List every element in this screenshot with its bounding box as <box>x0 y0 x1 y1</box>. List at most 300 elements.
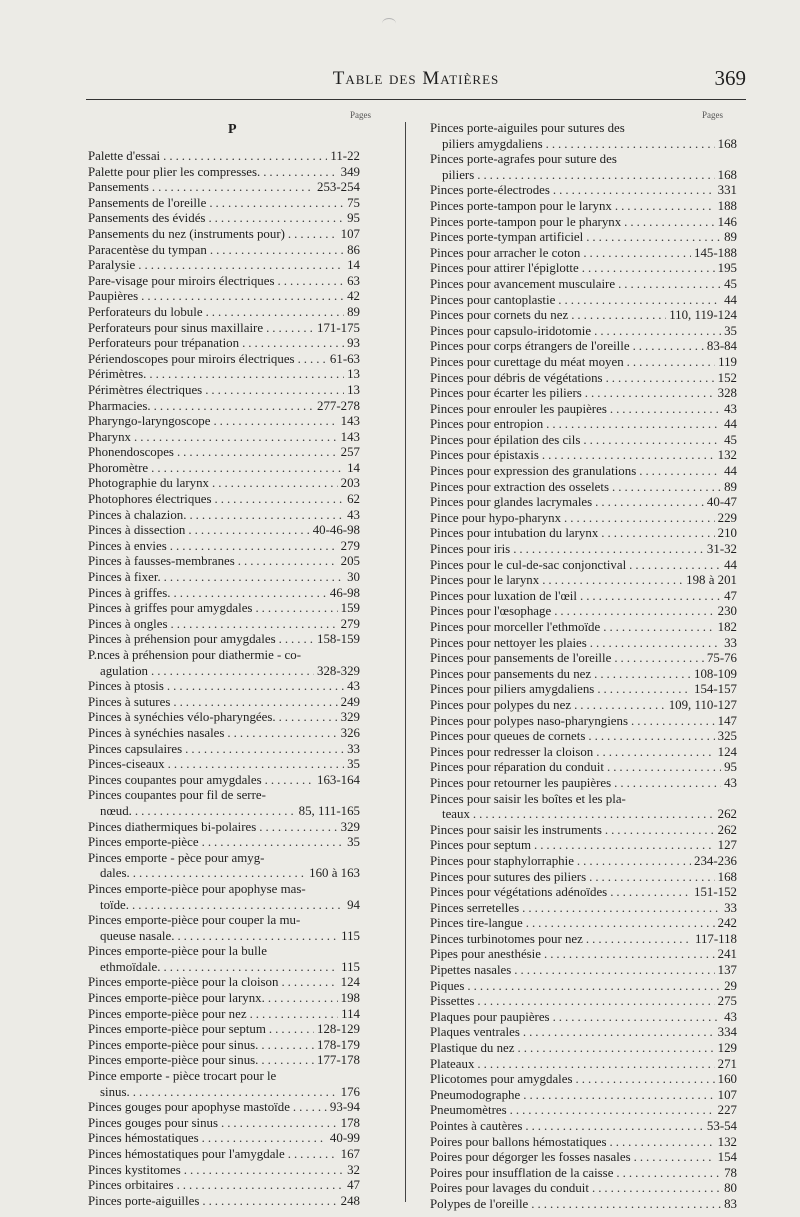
index-entry-page: 75-76 <box>706 651 737 666</box>
dot-leader <box>583 246 691 262</box>
index-entry <box>430 1197 737 1213</box>
index-entry-line <box>88 742 360 758</box>
index-entry-page: 329 <box>340 710 360 725</box>
index-entry <box>430 324 737 340</box>
dot-leader <box>170 539 338 555</box>
index-entry-line <box>88 1116 360 1132</box>
index-entry-text: Pinces à synéchies vélo-pharyngées. <box>88 710 276 725</box>
index-entry-text: Pinces kystitomes <box>88 1162 181 1177</box>
index-entry-line <box>88 1085 360 1101</box>
index-entry-page: 168 <box>717 869 737 884</box>
index-entry-line <box>88 414 360 430</box>
index-entry <box>88 1038 360 1054</box>
index-entry <box>430 1150 737 1166</box>
dot-leader <box>209 196 344 212</box>
index-entry-text: Pinces pour arracher le coton <box>430 245 581 260</box>
index-entry <box>430 448 737 464</box>
index-entry-page: 35 <box>347 835 360 850</box>
index-entry <box>88 695 360 711</box>
dot-leader <box>526 916 715 932</box>
index-entry-line <box>88 336 360 352</box>
index-entry-page: 115 <box>341 928 360 943</box>
index-entry <box>88 321 360 337</box>
index-entry-page: 89 <box>724 479 737 494</box>
index-entry-text: Pinces pour écarter les piliers <box>430 386 582 401</box>
index-entry-page: 167 <box>340 1147 360 1161</box>
index-entry <box>88 539 360 555</box>
index-entry-line <box>88 352 360 368</box>
index-entry-line <box>88 243 360 259</box>
index-entry <box>430 963 737 979</box>
index-entry-line <box>88 975 360 991</box>
index-entry <box>88 383 360 399</box>
index-entry-line <box>88 695 360 711</box>
index-entry <box>88 773 360 789</box>
index-entry-text: Plateaux <box>430 1056 475 1071</box>
page-number: 369 <box>714 66 746 90</box>
index-entry <box>430 230 737 246</box>
dot-leader <box>594 324 721 340</box>
index-entry-line <box>430 620 737 636</box>
index-entry <box>430 339 737 355</box>
index-entry-page: 45 <box>724 276 737 291</box>
index-entry <box>430 854 737 870</box>
index-entry-page: 117-118 <box>694 931 737 946</box>
dot-leader <box>597 682 691 698</box>
index-entry-page: 44 <box>724 292 737 307</box>
index-entry-text: Pare-visage pour miroirs électriques <box>88 273 275 288</box>
index-entry-page: 42 <box>347 289 360 304</box>
index-entry-text: Poires pour insufflation de la caisse <box>430 1165 614 1180</box>
index-entry-text: Pinces pour capsulo-iridotomie <box>430 323 592 338</box>
dot-leader <box>522 901 721 917</box>
index-entry-page: 11-22 <box>330 149 360 163</box>
dot-leader <box>188 523 309 539</box>
index-entry-line <box>88 554 360 570</box>
dot-leader <box>618 277 721 293</box>
index-entry <box>430 1181 737 1197</box>
dot-leader <box>574 698 666 714</box>
dot-leader <box>134 430 338 446</box>
index-entry <box>430 573 737 589</box>
index-entry-text: Pinces pour queues de cornets <box>430 729 586 744</box>
index-entry <box>88 476 360 492</box>
index-entry-text: Pinces à dissection <box>88 523 186 538</box>
index-entry-text: Pinces pour enrouler les paupières <box>430 401 607 416</box>
index-entry-line <box>88 508 360 524</box>
index-entry <box>430 651 737 667</box>
index-entry-text: dales. <box>100 866 130 881</box>
index-entry-page: 257 <box>340 445 360 460</box>
index-entry-line <box>430 589 737 605</box>
index-entry-line <box>88 383 360 399</box>
index-entry-text: Pinces emporte-pièce pour sinus. <box>88 1037 259 1052</box>
dot-leader <box>167 679 344 695</box>
dot-leader <box>133 866 306 882</box>
dot-leader <box>607 760 721 776</box>
index-entry-line <box>430 1119 737 1135</box>
index-entry <box>430 604 737 620</box>
index-entry-text: Perforateurs du lobule <box>88 304 203 319</box>
index-entry-line <box>88 149 360 165</box>
dot-leader <box>279 632 314 648</box>
index-entry <box>430 823 737 839</box>
index-entry-text: Pinces diathermiques bi-polaires <box>88 819 257 834</box>
index-entry-line <box>430 1150 737 1166</box>
index-entry-page: 35 <box>724 323 737 338</box>
page-header <box>86 60 746 100</box>
dot-leader <box>629 558 721 574</box>
index-entry-line <box>88 1022 360 1038</box>
index-entry-text: Pinces pour saisir les boîtes et les pla- <box>430 791 626 806</box>
dot-leader <box>173 695 337 711</box>
index-entry <box>430 386 737 402</box>
index-entry <box>88 742 360 758</box>
index-entry-line <box>430 308 737 324</box>
index-entry-text: Pissettes <box>430 994 475 1009</box>
index-entry <box>88 1194 360 1210</box>
index-entry-line <box>430 558 737 574</box>
index-entry-text: Pinces emporte-pièce pour la cloison <box>88 975 279 990</box>
index-entry-page: 14 <box>347 460 360 475</box>
index-entry-line <box>430 947 737 963</box>
index-entry-text: Paralysie <box>88 258 136 273</box>
dot-leader <box>592 1181 721 1197</box>
index-entry-line <box>88 274 360 290</box>
index-entry-line <box>88 570 360 586</box>
index-entry-text: Pneumomètres <box>430 1103 507 1118</box>
index-entry-line <box>430 495 737 511</box>
index-entry-page: 63 <box>347 273 360 288</box>
index-entry-line <box>430 448 737 464</box>
index-entry-page: 334 <box>717 1025 737 1040</box>
index-entry-line <box>430 183 737 199</box>
index-entry <box>430 495 737 511</box>
dot-leader <box>603 620 714 636</box>
index-entry-line <box>88 1053 360 1069</box>
index-entry-page: 154 <box>717 1150 737 1165</box>
index-entry-text: Photophores électriques <box>88 492 212 507</box>
index-entry-page: 331 <box>717 183 737 198</box>
index-entry-page: 158-159 <box>317 632 360 647</box>
index-entry-line <box>430 137 737 153</box>
index-entry-page: 107 <box>717 1087 737 1102</box>
dot-leader <box>585 386 715 402</box>
index-entry <box>430 558 737 574</box>
index-entry-text: Pince pour hypo-pharynx <box>430 510 562 525</box>
index-entry <box>430 932 737 948</box>
index-entry <box>430 1166 737 1182</box>
index-entry-text: Périendoscopes pour miroirs électriques <box>88 351 295 366</box>
header-rule <box>86 99 746 100</box>
index-entry-text: toïde. <box>100 897 129 912</box>
index-entry-line <box>88 461 360 477</box>
dot-leader <box>616 1166 721 1182</box>
index-entry <box>88 430 360 446</box>
index-entry-text: Pansements <box>88 180 149 195</box>
dot-leader <box>542 448 715 464</box>
dot-leader <box>173 586 326 602</box>
index-entry-line <box>88 1163 360 1179</box>
index-entry-line <box>430 417 737 433</box>
index-entry-text: Piques <box>430 978 465 993</box>
index-entry-page: 159 <box>340 601 360 616</box>
index-entry-line <box>88 1007 360 1023</box>
index-entry <box>88 820 360 836</box>
index-entry-text: Pinces à fixer. <box>88 570 161 585</box>
index-entry-line <box>88 430 360 446</box>
index-entry-page: 124 <box>717 744 737 759</box>
index-entry-line <box>88 726 360 742</box>
index-entry-text: ethmoïdale. <box>100 959 161 974</box>
dot-leader <box>177 1178 345 1194</box>
dot-leader <box>612 480 721 496</box>
index-entry-page: 132 <box>717 1134 737 1149</box>
index-entry-text: Pharyngo-laryngoscope <box>88 414 211 429</box>
index-entry-text: Polypes de l'oreille <box>430 1196 529 1211</box>
dot-leader <box>580 589 721 605</box>
dot-leader <box>624 215 714 231</box>
index-entry <box>430 417 737 433</box>
index-entry-text: Pharynx <box>88 429 131 444</box>
index-entry <box>430 792 737 823</box>
index-entry-text: Pinces pour pansements du nez <box>430 666 592 681</box>
index-entry-text: Pinces pour polypes naso-pharyngiens <box>430 713 628 728</box>
index-entry <box>430 1135 737 1151</box>
index-entry-text: Photographie du larynx <box>88 476 210 491</box>
index-entry <box>88 414 360 430</box>
index-entry-line <box>88 305 360 321</box>
index-entry-page: 46-98 <box>329 585 360 600</box>
dot-leader <box>518 1041 715 1057</box>
index-entry-text: Pinces pour épistaxis <box>430 448 539 463</box>
index-entry <box>88 492 360 508</box>
index-entry <box>88 757 360 773</box>
index-entry-text: Pinces à griffes pour amygdales <box>88 601 253 616</box>
dot-leader <box>544 947 715 963</box>
index-entry-line <box>88 289 360 305</box>
index-entry-page: 43 <box>347 679 360 694</box>
index-entry-text: Pinces emporte-pièce <box>88 835 199 850</box>
index-entry-text: Pinces coupantes pour amygdales <box>88 772 262 787</box>
index-entry-text: Pinces capsulaires <box>88 741 183 756</box>
index-entry-text: Pinces tire-langue <box>430 916 523 931</box>
index-entry <box>88 274 360 290</box>
index-entry-line <box>88 258 360 274</box>
index-entry <box>430 464 737 480</box>
index-entry <box>88 227 360 243</box>
dot-leader <box>576 1072 715 1088</box>
index-entry <box>430 1025 737 1041</box>
index-entry-text: Pinces pour nettoyer les plaies <box>430 635 587 650</box>
index-entry-page: 277-278 <box>317 398 360 413</box>
index-entry <box>88 289 360 305</box>
index-entry-page: 86 <box>347 242 360 257</box>
section-letter: P <box>228 122 237 137</box>
index-entry-text: Palette d'essai <box>88 149 161 163</box>
index-entry <box>430 760 737 776</box>
index-entry-text: Pinces porte-agrafes pour suture des <box>430 152 617 167</box>
index-entry-line <box>430 729 737 745</box>
index-entry-text: Pinces à synéchies nasales <box>88 725 225 740</box>
index-entry <box>88 975 360 991</box>
index-entry-line <box>430 698 737 714</box>
index-entry-line <box>88 445 360 461</box>
dot-leader <box>534 838 715 854</box>
index-entry-page: 325 <box>717 729 737 744</box>
index-entry-page: 203 <box>340 476 360 491</box>
dot-leader <box>553 1010 722 1026</box>
dot-leader <box>601 526 714 542</box>
index-entry <box>430 620 737 636</box>
index-entry-text: Pinces pour luxation de l'œil <box>430 588 577 603</box>
index-entry-text: Pinces pour attirer l'épiglotte <box>430 261 579 276</box>
index-entry-page: 119 <box>718 354 737 369</box>
dot-leader <box>265 773 314 789</box>
index-entry-page: 198 <box>340 991 360 1006</box>
index-entry-page: 124 <box>340 975 360 990</box>
index-entry-page: 83-84 <box>706 339 737 354</box>
index-entry <box>430 1057 737 1073</box>
index-entry-text: Pinces à fausses-membranes <box>88 554 235 569</box>
dot-leader <box>189 508 344 524</box>
index-entry-line <box>88 492 360 508</box>
dot-leader <box>586 230 721 246</box>
dot-leader <box>206 305 345 321</box>
index-entry-text: Périmètres. <box>88 367 147 382</box>
index-entry <box>88 352 360 368</box>
index-entry-line <box>88 679 360 695</box>
index-entry <box>430 979 737 995</box>
index-entry-page: 152 <box>717 370 737 385</box>
index-entry-text: Pinces porte-tampon pour le larynx <box>430 198 612 213</box>
index-entry <box>430 1103 737 1119</box>
index-entry-page: 168 <box>717 136 737 151</box>
index-entry <box>430 480 737 496</box>
index-entry <box>88 243 360 259</box>
index-entry <box>88 523 360 539</box>
index-entry-line <box>430 324 737 340</box>
index-entry-text: Pinces pour morceller l'ethmoïde <box>430 620 601 634</box>
index-entry <box>88 1178 360 1194</box>
index-entry-text: Pinces à ongles <box>88 616 168 631</box>
index-entry-text: Pinces pour intubation du larynx <box>430 526 599 541</box>
index-entry <box>430 776 737 792</box>
index-entry-line <box>430 916 737 932</box>
index-entry-text: Pinces à ptosis <box>88 679 164 694</box>
index-entry <box>88 1053 360 1069</box>
index-entry-text: Pointes à cautères <box>430 1119 523 1133</box>
index-entry-page: 93-94 <box>329 1100 360 1115</box>
index-entry <box>430 121 737 152</box>
index-entry-page: 279 <box>340 538 360 553</box>
dot-leader <box>586 932 692 948</box>
index-entry-text: Pansements de l'oreille <box>88 195 207 210</box>
index-entry-text: Pinces orbitaires <box>88 1178 174 1193</box>
index-entry-page: 168 <box>717 167 737 182</box>
index-entry-text: Phonendoscopes <box>88 445 174 460</box>
dot-leader <box>279 710 338 726</box>
index-entry-text: Pinces emporte-pièce pour apophyse mas- <box>88 881 306 896</box>
page-fold-mark <box>382 18 396 29</box>
dot-leader <box>202 1194 337 1210</box>
dot-leader <box>152 180 314 196</box>
index-entry-page: 205 <box>340 554 360 569</box>
index-entry-page: 45 <box>724 432 737 447</box>
index-entry <box>88 1069 360 1100</box>
dot-leader <box>288 1147 338 1163</box>
index-entry-line <box>430 1135 737 1151</box>
index-entry-line <box>88 1038 360 1054</box>
index-entry <box>430 636 737 652</box>
index-entry-page: 227 <box>717 1103 737 1118</box>
index-entry-text: Pinces porte-tampon pour le pharynx <box>430 214 622 229</box>
index-entry-line <box>430 215 737 231</box>
index-entry <box>88 149 360 165</box>
dot-leader <box>606 371 715 387</box>
dot-leader <box>588 729 714 745</box>
index-entry <box>88 336 360 352</box>
index-entry-page: 40-99 <box>329 1131 360 1146</box>
dot-leader <box>210 243 344 259</box>
index-entry-text: Pinces gouges pour apophyse mastoïde <box>88 1100 290 1115</box>
dot-leader <box>577 854 691 870</box>
index-entry-page: 210 <box>717 526 737 541</box>
index-entry-text: Pinces hémostatiques pour l'amygdale <box>88 1147 285 1161</box>
index-entry-page: 62 <box>347 492 360 507</box>
index-entry-line <box>430 526 737 542</box>
index-entry-text: Pinces serretelles <box>430 900 520 915</box>
index-entry-text: Pinces pour l'œsophage <box>430 604 552 619</box>
index-entry <box>430 1072 737 1088</box>
index-entry-line <box>88 898 360 914</box>
index-entry <box>88 1007 360 1023</box>
index-entry-line <box>430 823 737 839</box>
index-entry-page: 271 <box>717 1056 737 1071</box>
index-entry-line <box>430 667 737 683</box>
index-entry-line <box>430 277 737 293</box>
index-entry-page: 53-54 <box>706 1119 737 1133</box>
dot-leader <box>212 476 338 492</box>
index-entry-page: 44 <box>724 464 737 479</box>
index-entry-text: Pinces pour retourner les paupières <box>430 775 612 790</box>
dot-leader <box>614 651 704 667</box>
index-entry-page: 160 <box>717 1072 737 1087</box>
index-entry-page: 43 <box>724 1009 737 1024</box>
index-entry-page: 44 <box>724 557 737 572</box>
index-entry-line <box>430 339 737 355</box>
index-entry-line <box>430 261 737 277</box>
dot-leader <box>163 149 327 165</box>
dot-leader <box>610 402 721 418</box>
dot-leader <box>184 1163 344 1179</box>
index-entry <box>430 277 737 293</box>
index-entry-page: 132 <box>717 448 737 463</box>
dot-leader <box>554 604 714 620</box>
index-entry-page: 279 <box>340 616 360 631</box>
index-entry-text: Pinces pour glandes lacrymales <box>430 495 593 510</box>
index-entry-page: 89 <box>347 304 360 319</box>
index-entry-line <box>88 773 360 789</box>
index-entry-text: Pinces emporte-pièce pour la bulle <box>88 944 267 959</box>
index-entry-page: 143 <box>340 429 360 444</box>
index-entry-text: Pinces pour staphylorraphie <box>430 853 574 868</box>
index-entry-line <box>88 835 360 851</box>
index-entry-line <box>430 511 737 527</box>
index-entry-page: 349 <box>340 164 360 179</box>
dot-leader <box>177 445 338 461</box>
index-entry-page: 182 <box>717 620 737 634</box>
